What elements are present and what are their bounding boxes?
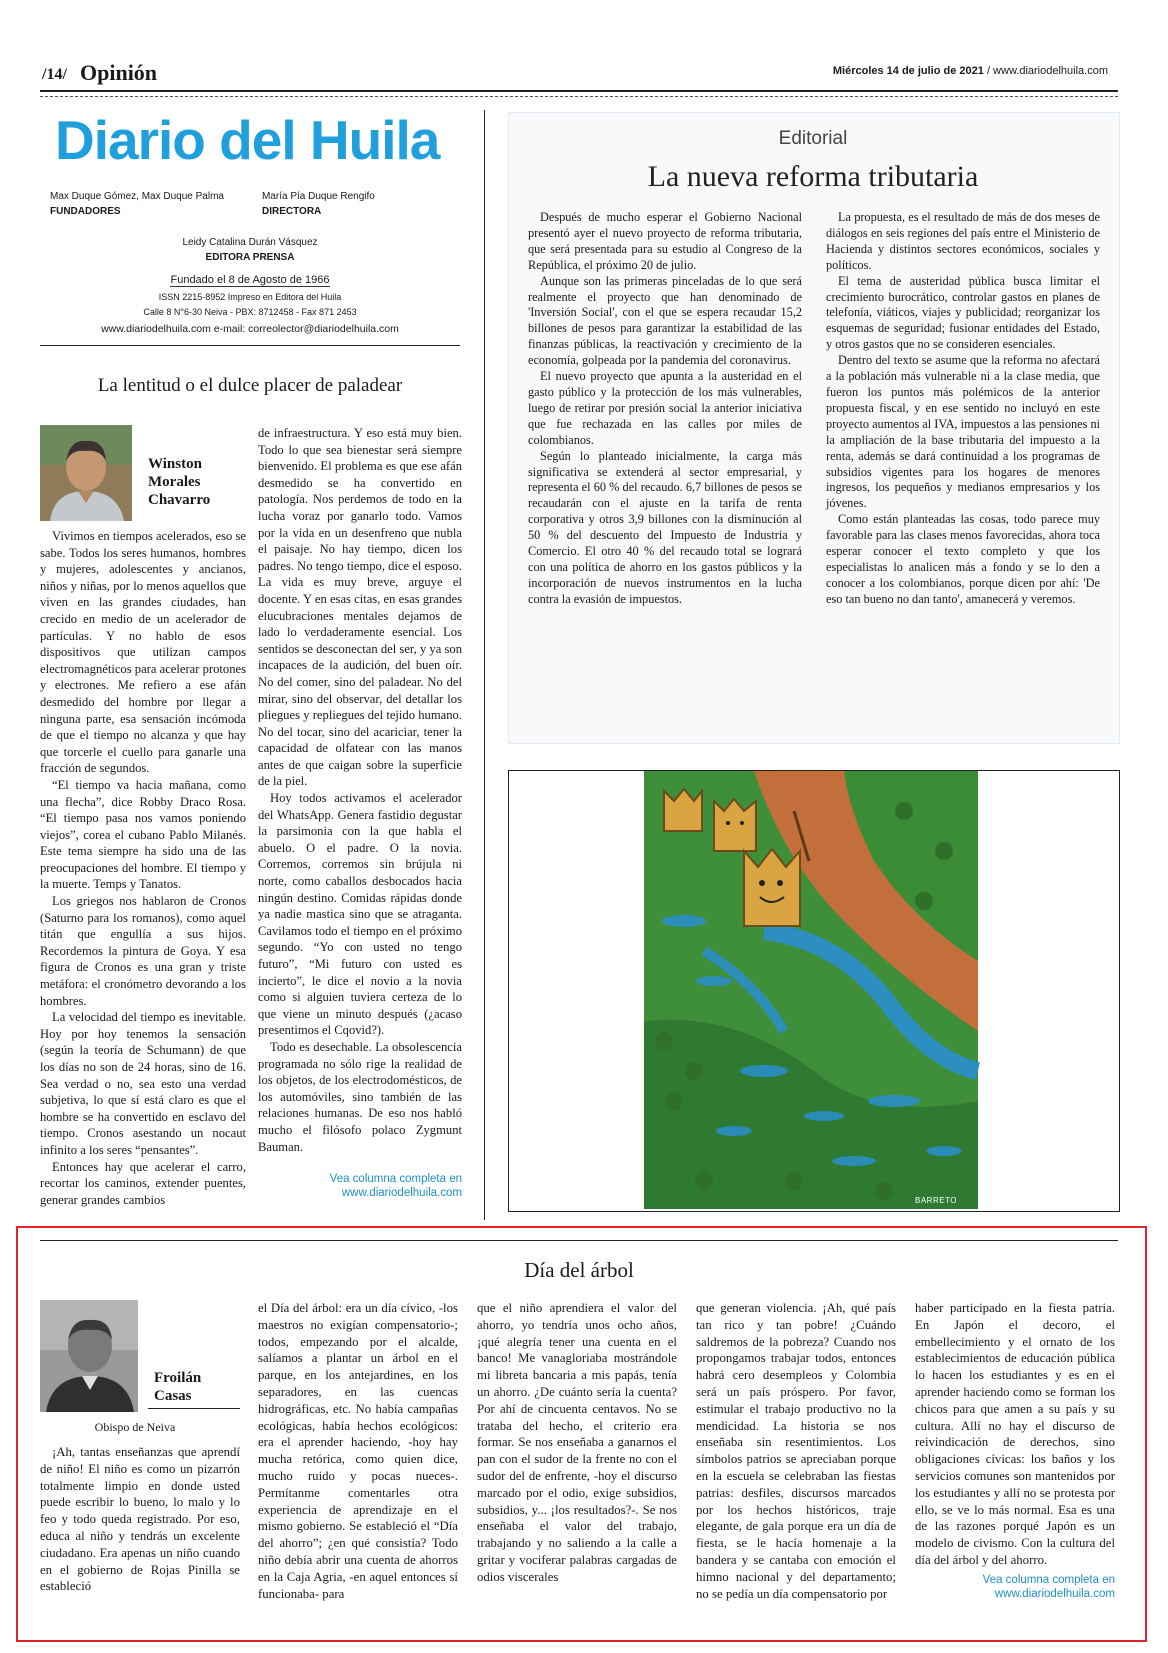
founded-text: Fundado el 8 de Agosto de 1966 bbox=[170, 274, 330, 286]
editorial-paragraph: Como están planteadas las cosas, todo parece muy favorable para las clases menos favorecidas, ahora toca esperar conocer el texto completo y que los especialistas lo analicen más a fondo y se lo den a conocer a los colombianos, porque dicen por ahí: 'De eso tan bueno no dan tanto', amanecerá y veremos. bbox=[826, 512, 1100, 606]
column1-paragraph: Entonces hay que acelerar el carro, recortar los caminos, extender puentes, generar grandes cambios bbox=[40, 1159, 246, 1207]
page-number: /14/ bbox=[42, 66, 67, 83]
editorial-paragraph: Dentro del texto se asume que la reforma no afectará a la población más vulnerable ni a la clase media, que fueron los puntos más polémicos de la anterior propuesta fiscal, y en ese sentido no incluyó en este proyecto aumentos al IVA, impuestos a las pensiones ni la ampliación de la base tributaria del impuesto a la renta, además se dará continuidad a los programas de subsidios vigentes para los hogares de menores ingresos, los pequeños y medianos empresarios y los jóvenes. bbox=[826, 353, 1101, 511]
column1-paragraph: “El tiempo va hacia mañana, como una flecha”, dice Robby Draco Rosa. “El tiempo pasa nos vamos poniendo viejos”, corea el cubano Pablo Milanés. Este tema siempre ha sido una de las preocupaciones del hombre. El tiempo y la muerte. Temps y Tanatos. bbox=[40, 777, 246, 892]
founded-date bbox=[40, 274, 460, 287]
editorial-title: La nueva reforma tributaria bbox=[647, 160, 979, 193]
founders-names: Max Duque Gómez, Max Duque Palma bbox=[50, 191, 224, 202]
froilan-avatar bbox=[40, 1300, 138, 1412]
column-divider bbox=[484, 110, 485, 1220]
masthead-rule bbox=[40, 345, 460, 346]
column1-col-b bbox=[258, 425, 462, 1172]
column1-link-url[interactable]: www.diariodelhuila.com bbox=[341, 1187, 462, 1199]
column2-link[interactable] bbox=[915, 1573, 1115, 1601]
column2-top-rule bbox=[40, 1240, 1118, 1241]
column2-col-a bbox=[40, 1444, 240, 1630]
column2-paragraph: que generan violencia. ¡Ah, qué país tan rico y tan pobre! ¿Cuándo saldremos de la pobreza? Cuando nos propongamos trabajar todos, entonces habrá cero desempleos y Colombia será un país próspero. Por favor, estimular el trabajo productivo no la mendicidad. La historia se nos enseñaba sin resentimientos. Los símbolos patrios se apreciaban porque en la escuela se celebraban las fiestas patrias: desfiles, discursos marcados por los hechos históricos, traje elegante, de gala porque era un día de fiesta, se le hacía homenaje a la bandera y se cantaba con emoción el himno nacional y del departamento; no se pedía un día compensatorio por bbox=[696, 1301, 896, 1601]
column1-paragraph: Todo es desechable. La obsolescencia programada no sólo rige la realidad de los objetos, de los electrodomésticos, de los automóviles, sino también de las relaciones humanas. De eso nos habló mucho el filósofo polaco Zygmunt Bauman. bbox=[258, 1039, 462, 1154]
contact: www.diariodelhuila.com e-mail: correolector@diariodelhuila.com bbox=[101, 323, 399, 335]
column2-paragraph: el Día del árbol: era un día cívico, -los maestros no exigían compensatorio-; todos, empezando por el alcalde, salíamos a plantar un árbol en el parque, en los antejardines, en los separadores, en las cuencas hidrográficas, etc. No había campañas ecológicas, había hechos ecológicos: era el aprender haciendo, -hoy hay mucha retórica, como quien dice, mucho ruido y pocas nueces-. Permítanme comentarles otra experiencia de aprendizaje en el mismo gobierno. Se estableció el “Día del ahorro”; ¿en qué consistía? Todo niño debía abrir una cuenta de ahorros en la Caja Agria, -en aquel entonces sí funcionaba- para bbox=[258, 1301, 458, 1601]
editorial-paragraph: El nuevo proyecto que apunta a la austeridad en el gasto público y la protección de los más vulnerables, luego de retirar por presión social la anterior iniciativa que fue rechazada en las calles por miles de colombianos. bbox=[528, 369, 802, 447]
column2-paragraph: haber participado en la fiesta patria. En Japón el decoro, el embellecimiento y el ornato de los establecimientos de educación pública lo hacen los estudiantes y es en el aprender haciendo como se forman los chicos para que amen a su país y su cultura. Allí no hay el discurso de reivindicación de derechos, sino obligaciones cívicas: los baños y los servicios comunes son mantenidos por los estudiantes y allí no se protesta por ello, se ve lo más normal. Esa es una de las razones porqué Japón es un modelo de civismo. Con la cultura del día del árbol y del ahorro. bbox=[915, 1301, 1115, 1567]
cartoon-illustration bbox=[644, 771, 978, 1209]
column1-paragraph: Vivimos en tiempos acelerados, eso se sabe. Todos los seres humanos, hombres y mujeres, adolescentes y ancianos, niños y niñas, por lo menos aquellos que viven en las grandes ciudades, han crecido en medio de un acelerador de partículas. Y no hablo de esos dispositivos que utilizan campos electromagnéticos para acelerar protones y electrones. Me refiero a ese afán desmedido del hombre por llegar a ninguna parte, esa sensación incómoda de que el tiempo no alcanza y que hay que torcerle el cuello para ganarle una fracción de segundos. bbox=[40, 529, 246, 776]
froilan-name-2: Casas bbox=[154, 1388, 192, 1404]
header-rule bbox=[40, 90, 1118, 92]
froilan-role: Obispo de Neiva bbox=[94, 1420, 176, 1434]
column2-link-text: Vea columna completa en bbox=[982, 1574, 1115, 1586]
column2-link-url[interactable]: www.diariodelhuila.com bbox=[994, 1588, 1115, 1600]
column2-paragraph: que el niño aprendiera el valor del ahorro, yo tendría unos ocho años, ¡qué alegría tener una cuenta en el banco! Me vanagloriaba mostrándole mi libreta bancaria a mis papás, tenía un ahorro. ¿De cuánto sería la cuenta? Por ahí de cincuenta centavos. No se trataba del hecho, el criterio era formar. Se nos enseñaba a ganarnos el pan con el sudor de la frente no con el sudor del de enfrente, -hoy el discurso marcado por el odio, exige subsidios, subsidios, y... ¡los resultados?-. Se nos enseñaba el valor del trabajo, trabajando y no saliendo a la calle a gritar y vociferar palabras cargadas de odios viscerales bbox=[477, 1301, 677, 1584]
column1-link[interactable] bbox=[258, 1172, 462, 1200]
winston-name-3: Chavarro bbox=[148, 492, 211, 508]
director-name: María Pía Duque Rengifo bbox=[262, 191, 375, 202]
winston-avatar bbox=[40, 425, 132, 521]
froilan-name-1: Froilán bbox=[154, 1370, 202, 1386]
header-rule-thin bbox=[40, 96, 1118, 97]
column2-paragraph: ¡Ah, tantas enseñanzas que aprendí de niño! El niño es como un pizarrón totalmente limpio en donde usted puede escribir lo bueno, lo malo y lo feo y todo queda registrado. Por eso, educa al niño y tendrás un excelente ciudadano. Era apenas un niño cuando en el gobierno de Rojas Pinilla se estableció bbox=[40, 1445, 240, 1594]
editorial-paragraph: Aunque son las primeras pinceladas de lo que será realmente el proyecto que han denominado de 'Inversión Social', con el que se espera recaudar 15,2 billones de pesos para garantizar la estabilidad de las finanzas públicas, la reactivación y crecimiento de la economía, golpeada por la pandemia del coronavirus. bbox=[528, 273, 802, 368]
column1-col-a bbox=[40, 528, 246, 1207]
column2-col-d bbox=[696, 1300, 896, 1630]
editor-name: Leidy Catalina Durán Vásquez bbox=[182, 237, 318, 248]
header-date: Miércoles 14 de julio de 2021 bbox=[832, 65, 984, 77]
froilan-name-rule bbox=[148, 1408, 240, 1409]
address: Calle 8 N°6-30 Neiva - PBX: 8712458 - Fax 871 2453 bbox=[143, 307, 357, 317]
cartoon-signature: BARRETO bbox=[915, 1196, 958, 1205]
column2-title: Día del árbol bbox=[524, 1258, 634, 1282]
column1-paragraph: de infraestructura. Y eso está muy bien. Todo lo que sea bienestar será siempre bienvenido. El problema es que ese afán desmedido se ha convertido en patología. Nos perdemos de todo en la lucha voraz por ganarlo todo. Vamos por la vida en un desenfreno que nubla el paisaje. No hay tiempo, dicen los padres. No tengo tiempo, dice el esposo. La vida es muy breve, arguye el docente. Y en esas citas, en esas grandes elucubraciones mentales dejamos de lado lo verdaderamente esencial. Los sentidos se desconectan del ser, y ya son incapaces de la audición, del buen oír. No del comer, sino del paladear. No del mirar, sino del observar, del detallar los pliegues y repliegues del tejido humano. No del tocar, sino del acariciar, tener la capacidad de olfatear con las manos antes de que caigan sobre la superficie de la piel. bbox=[258, 426, 462, 789]
editorial-paragraph: La propuesta, es el resultado de más de dos meses de diálogos en seis regiones del país entre el Ministerio de Hacienda y distintos sectores económicos, sociales y políticos. bbox=[826, 210, 1100, 272]
editorial-col-1 bbox=[528, 210, 802, 680]
header-date-line bbox=[833, 65, 1108, 77]
founders-label: FUNDADORES bbox=[50, 206, 121, 217]
section-title: Opinión bbox=[80, 60, 158, 85]
editorial-kicker: Editorial bbox=[778, 128, 848, 149]
column2-col-b bbox=[258, 1300, 458, 1630]
header-site: / www.diariodelhuila.com bbox=[986, 65, 1108, 77]
column1-paragraph: Los griegos nos hablaron de Cronos (Saturno para los romanos), como aquel titán que engullía a sus hijos. Recordemos la pintura de Goya. Y esa figura de Cronos es una gran y triste metáfora: el cronómetro devorando a los hombres. bbox=[40, 894, 246, 1008]
column1-paragraph: Hoy todos activamos el acelerador del WhatsApp. Genera fastidio degustar la parsimonia con la que habla el abuelo. O el padre. O la novia. Corremos, corremos sin brújula ni norte, como caballos desbocados hacia ningún destino. Comidas rápidas donde ya nadie mastica sino que se atraganta. Cavilamos todo el tiempo en el próximo segundo. “Yo con usted no tengo futuro”, “Mi futuro con usted es incierto”, le dice el novio a la novia como si alguien tuviera certeza de lo que viene un minuto después (¿acaso presentimos el Cqovid?). bbox=[258, 791, 462, 1038]
masthead-logo: Diario del Huila bbox=[55, 109, 440, 171]
editorial-col-2 bbox=[826, 210, 1100, 680]
column2-col-e bbox=[915, 1300, 1115, 1567]
editorial-paragraph: El tema de austeridad pública busca limitar el crecimiento burocrático, controlar gastos en planes de telefonía, viáticos, viajes y publicidad; reorganizar los esquemas de seguridad; fusionar entidades del Estado, y otros gastos que no se consideren esenciales. bbox=[826, 273, 1100, 352]
column1-title: La lentitud o el dulce placer de paladear bbox=[97, 375, 403, 396]
issn: ISSN 2215-8952 Impreso en Editora del Huila bbox=[158, 292, 342, 302]
winston-name-1: Winston bbox=[148, 456, 202, 472]
column1-paragraph: La velocidad del tiempo es inevitable. Hoy por hoy tenemos la sensación (según la teoría de Schumann) de que los días no son de 24 horas, sino de 16. Sea verdad o no, sea esto una verdad subjetiva, lo que sí está claro es que el hombre se ha convertido en esclavo del tiempo. Cronos asestando un nocaut infinito a los seres “pensantes”. bbox=[40, 1010, 246, 1157]
column2-col-c bbox=[477, 1300, 677, 1630]
winston-name-2: Morales bbox=[148, 474, 201, 490]
editor-label: EDITORA PRENSA bbox=[205, 252, 295, 263]
editorial-paragraph: Después de mucho esperar el Gobierno Nacional presentó ayer el nuevo proyecto de reforma tributaria, que será presentada para su estudio al Congreso de la República, el próximo 20 de julio. bbox=[528, 210, 802, 272]
director-label: DIRECTORA bbox=[262, 206, 322, 217]
editorial-paragraph: Según lo planteado inicialmente, la carga más significativa se extenderá al sector empresarial, y representa el 60 % del recaudo. 6,7 billones de pesos se recaudarán con el ajuste en la tarifa de renta corporativa y otros 3,9 billones con la disminución al 50 % del descuento del Impuesto de Industria y Comercio. El otro 40 % del recaudo total se logrará con una política de ahorro en los gastos públicos y la incorporación de nuevos instrumentos en la lucha contra la evasión de impuestos. bbox=[528, 448, 802, 606]
column1-link-text: Vea columna completa en bbox=[329, 1173, 462, 1185]
